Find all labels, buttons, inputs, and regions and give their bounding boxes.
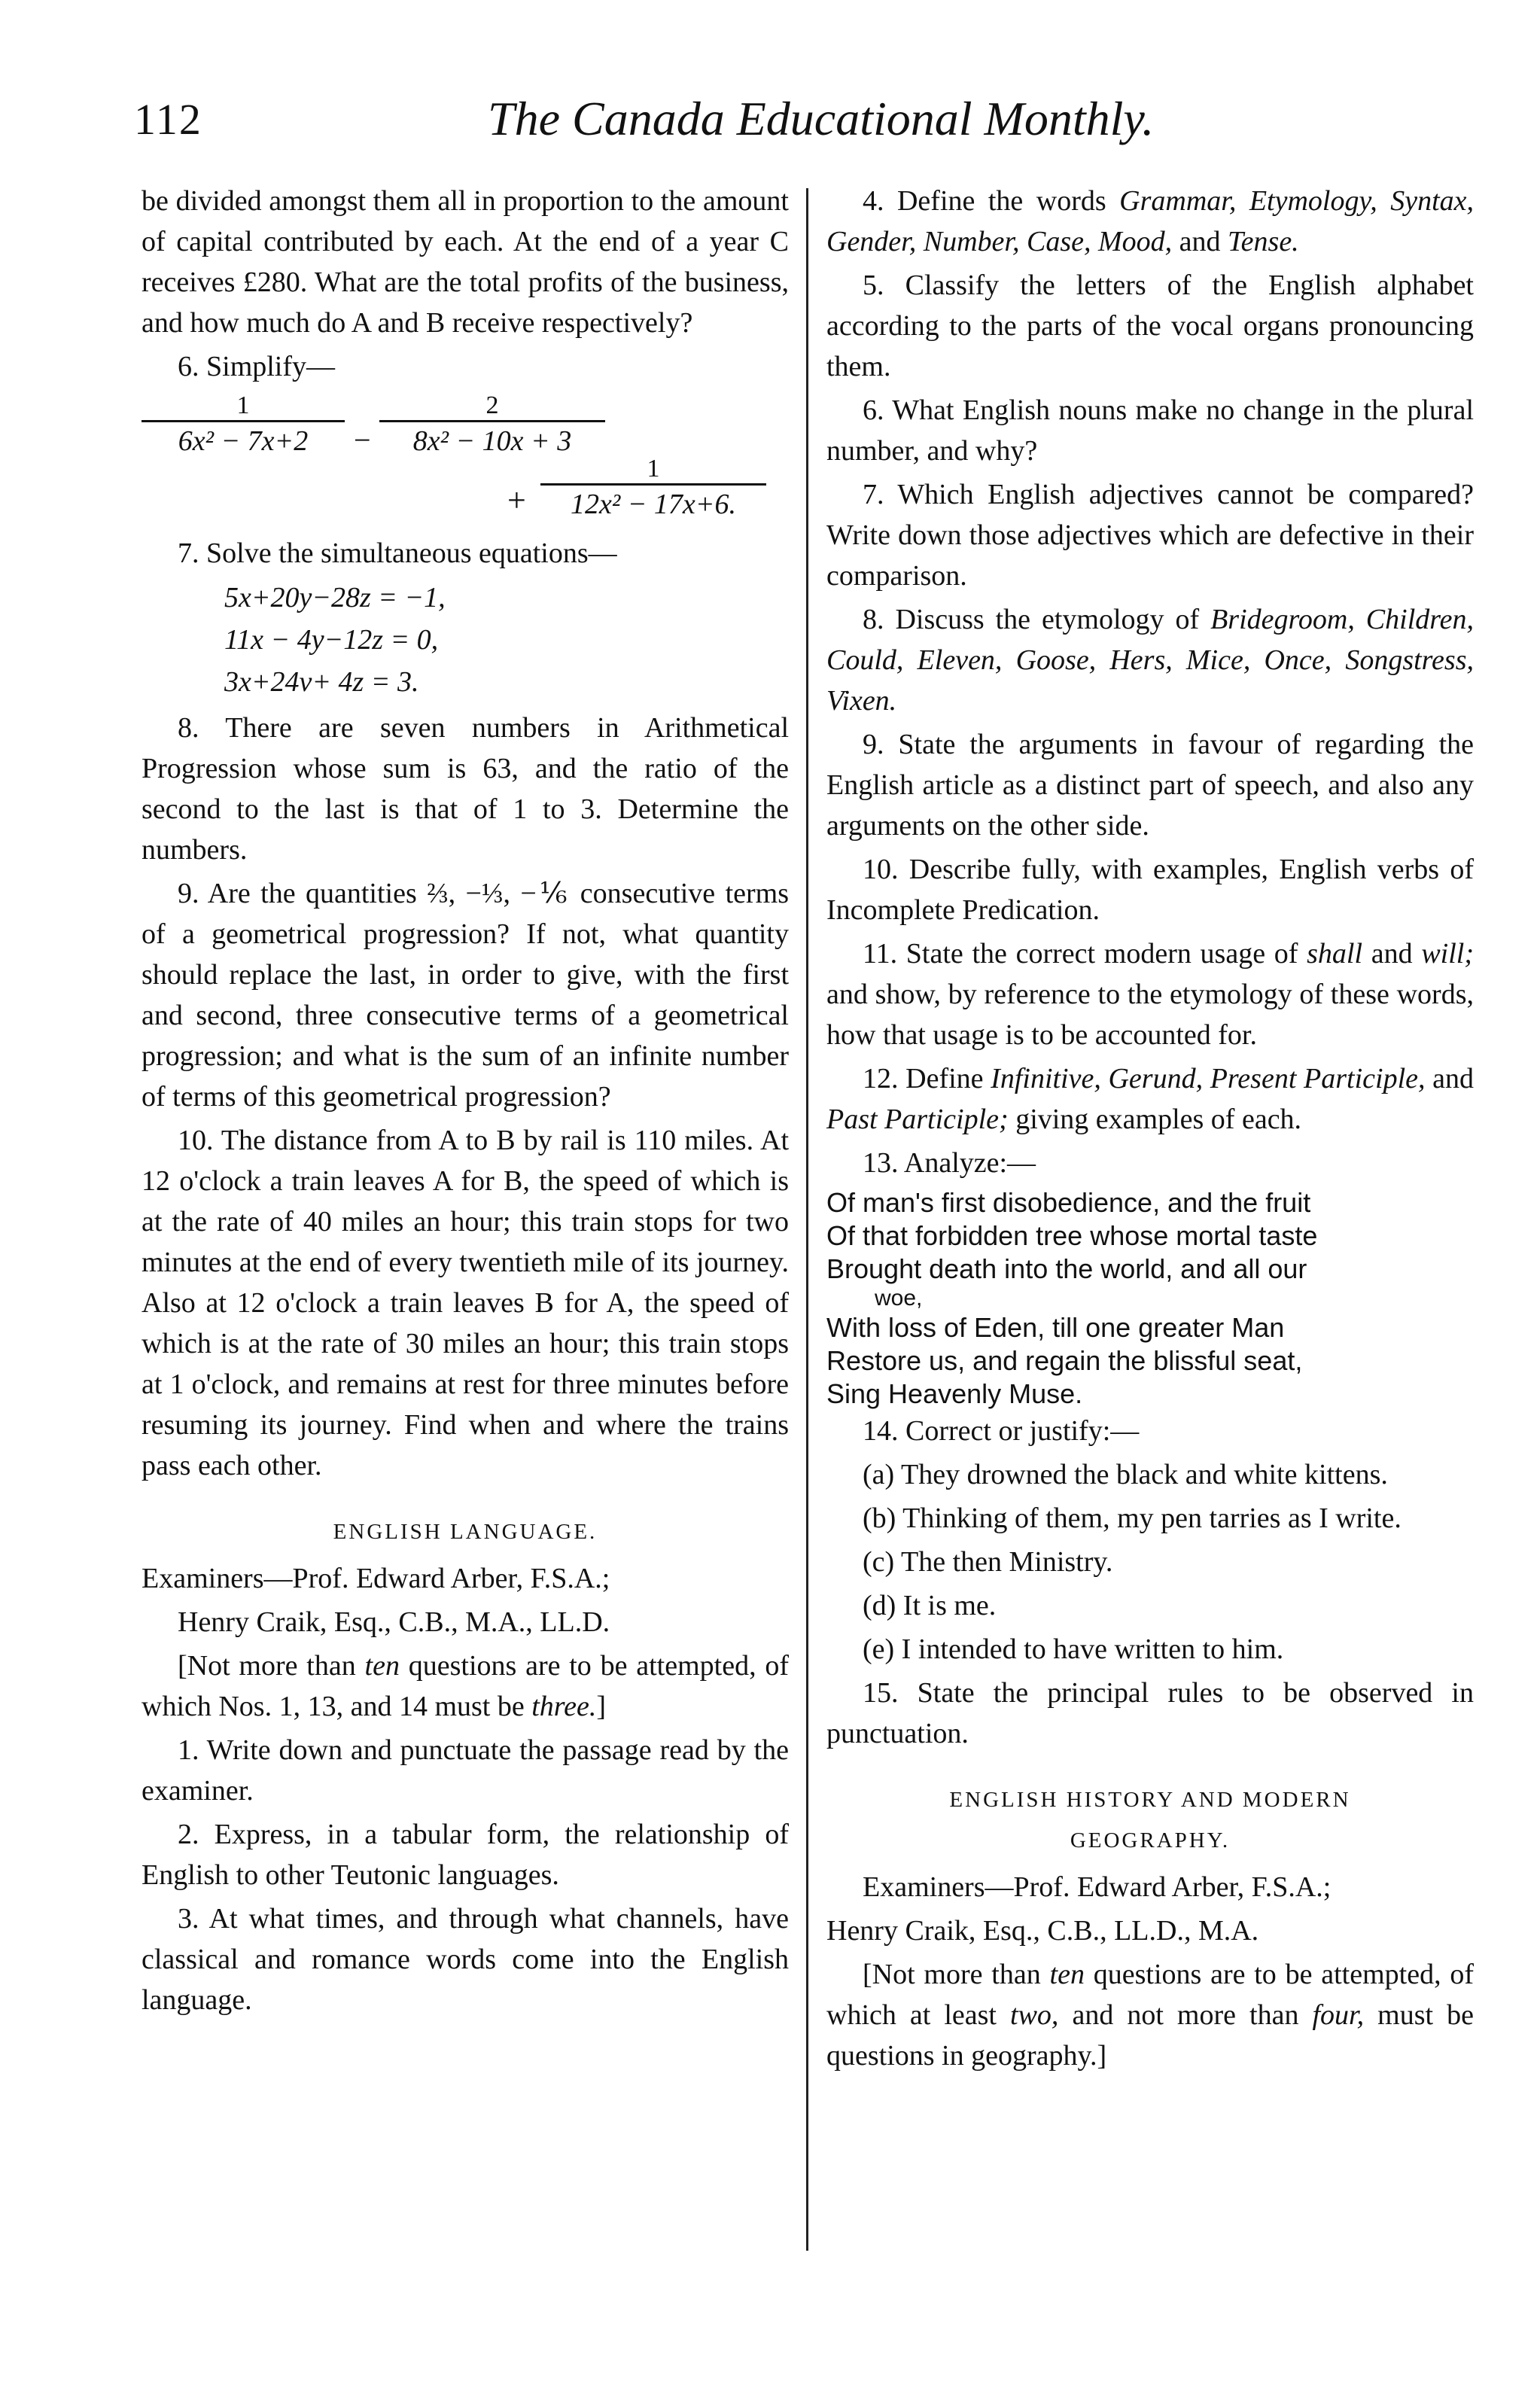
note-part-3: questions are to be attempted, of which Nos. 1, 13, and 14 must be <box>142 1650 790 1722</box>
hnote-part-5: and not more than <box>1058 1999 1313 2031</box>
history-examiners-line-1: Examiners—Prof. Edward Arber, F.S.A.; <box>863 1871 1332 1903</box>
fraction-2 <box>379 391 605 458</box>
question-10: 10. The distance from A to B by rail is 110 miles. At 12 o'clock a train leaves A for B, the speed of which is at the rate of 40 miles an hour; this train stops for two minutes at the end of every twentieth mile of its journey. Also at 12 o'clock a train leaves B for A, the speed of which is at the rate of 30 miles an hour; this train stops at 1 o'clock, and remains at rest for three minutes before resuming its journey. Find when and where the trains pass each other. <box>142 1125 789 1481</box>
q4-intro: 4. Define the words <box>863 185 1120 217</box>
q11-and: and <box>1362 938 1422 970</box>
fraction-1-numerator: 1 <box>236 391 250 419</box>
english-question-1: 1. Write down and punctuate the passage read by the examiner. <box>142 1734 789 1807</box>
english-question-13: 13. Analyze:— <box>863 1147 1036 1179</box>
section-heading-history-2: GEOGRAPHY. <box>1070 1828 1231 1852</box>
english-question-9: 9. State the arguments in favour of regarding the English article as a distinct part of speech, and also any arguments on the other side. <box>826 729 1474 842</box>
left-column <box>142 181 789 2023</box>
fraction-1 <box>142 391 345 458</box>
english-question-15: 15. State the principal rules to be observed in punctuation. <box>826 1677 1474 1749</box>
fraction-1-denominator: 6x² − 7x+2 <box>142 420 345 458</box>
fraction-3 <box>540 455 766 522</box>
q11-intro: 11. State the correct modern usage of <box>863 938 1307 970</box>
q4-and: and <box>1172 226 1228 257</box>
q11-rest: and show, by reference to the etymology of these words, how that usage is to be accounted for. <box>826 979 1474 1051</box>
equation-2: 11x − 4y−12z = 0, <box>224 624 439 656</box>
note-part-5: ] <box>596 1691 607 1722</box>
poem-line-1: Of man's first disobedience, and the fruit <box>826 1187 1311 1218</box>
q4-last: Tense. <box>1228 226 1299 257</box>
plus-sign: + <box>507 482 526 519</box>
running-title: The Canada Educational Monthly. <box>488 92 1155 145</box>
q4-words: Grammar, Etymology, Syntax, Gender, Number, Case, Mood, <box>826 185 1474 257</box>
hnote-part-7: must be questions in geography.] <box>826 1999 1474 2072</box>
note-part-4: three. <box>531 1691 597 1722</box>
question-7: 7. Solve the simultaneous equations— <box>178 537 617 569</box>
english-question-8 <box>826 599 1474 721</box>
english-question-2: 2. Express, in a tabular form, the relationship of English to other Teutonic languages. <box>142 1819 789 1891</box>
right-column <box>826 181 1474 2079</box>
note-part-1: [Not more than <box>178 1650 365 1682</box>
poem-line-3: Brought death into the world, and all our <box>826 1253 1307 1284</box>
english-question-6: 6. What English nouns make no change in the plural number, and why? <box>826 394 1474 467</box>
hnote-part-1: [Not more than <box>863 1959 1050 1990</box>
fraction-2-denominator: 8x² − 10x + 3 <box>379 420 605 458</box>
english-question-4 <box>826 181 1474 262</box>
poem-line-4: woe, <box>875 1286 923 1311</box>
question-6: 6. Simplify— <box>178 351 336 382</box>
hnote-part-3: questions are to be attempted, of which at least <box>826 1959 1475 2031</box>
q8-words: Bridegroom, Children, Could, Eleven, Goose, Hers, Mice, Once, Songstress, Vixen. <box>826 604 1474 717</box>
history-examiners-line-2: Henry Craik, Esq., C.B., LL.D., M.A. <box>826 1915 1259 1947</box>
history-instructions-note <box>826 1954 1474 2076</box>
hnote-part-4: two, <box>1010 1999 1059 2031</box>
question-14a: (a) They drowned the black and white kittens. <box>863 1459 1388 1490</box>
question-8: 8. There are seven numbers in Arithmetical Progression whose sum is 63, and the ratio of the second to the last is that of 1 to 3. Determine the numbers. <box>142 712 789 866</box>
q11-will: will; <box>1421 938 1474 970</box>
fraction-3-numerator: 1 <box>647 455 660 483</box>
question-14b: (b) Thinking of them, my pen tarries as I write. <box>863 1502 1402 1534</box>
equation-3: 3x+24v+ 4z = 3. <box>224 666 419 698</box>
page-header <box>134 94 1451 162</box>
english-question-5: 5. Classify the letters of the English alphabet according to the parts of the vocal organs pronouncing them. <box>826 269 1474 382</box>
english-question-14: 14. Correct or justify:— <box>863 1415 1140 1447</box>
english-question-12 <box>826 1058 1474 1140</box>
q12-and: and <box>1425 1063 1475 1094</box>
section-heading-english-language: ENGLISH LANGUAGE. <box>333 1520 598 1544</box>
simplify-expression <box>142 391 789 527</box>
question-14e: (e) I intended to have written to him. <box>863 1633 1284 1665</box>
english-question-7: 7. Which English adjectives cannot be compared? Write down those adjectives which are defective in their comparison. <box>826 479 1474 592</box>
question-14d: (d) It is me. <box>863 1590 997 1621</box>
question-14c: (c) The then Ministry. <box>863 1546 1113 1578</box>
instructions-note <box>142 1645 789 1727</box>
question-9: 9. Are the quantities ⅔, −⅓, −⅙ consecutive terms of a geometrical progression? If not, what quantity should replace the last, in order to give, with the first and second, three consecutive terms of a geometrical progression; and what is the sum of an infinite number of terms of this geometrical progression? <box>142 878 789 1113</box>
q12-rest: giving examples of each. <box>1008 1104 1302 1135</box>
column-divider <box>806 188 808 2251</box>
note-part-2: ten <box>364 1650 400 1682</box>
q12-words: Infinitive, Gerund, Present Participle, <box>991 1063 1426 1094</box>
english-question-3: 3. At what times, and through what channels, have classical and romance words come into the English language. <box>142 1903 789 2016</box>
q8-intro: 8. Discuss the etymology of <box>863 604 1211 635</box>
minus-sign: − <box>354 423 371 457</box>
hnote-part-2: ten <box>1049 1959 1085 1990</box>
q12-intro: 12. Define <box>863 1063 991 1094</box>
section-heading-history-1: ENGLISH HISTORY AND MODERN <box>949 1788 1351 1812</box>
continued-paragraph: be divided amongst them all in proportion to the amount of capital contributed by each. At the end of a year C receives £280. What are the total profits of the business, and how much do A and B receive respectively? <box>142 185 789 339</box>
equation-system <box>224 577 789 703</box>
equation-1: 5x+20y−28z = −1, <box>224 582 446 613</box>
poem-line-5: With loss of Eden, till one greater Man <box>826 1312 1285 1343</box>
examiners-line-2: Henry Craik, Esq., C.B., M.A., LL.D. <box>178 1606 610 1638</box>
english-question-11 <box>826 933 1474 1055</box>
q12-past: Past Participle; <box>826 1104 1009 1135</box>
poem-line-7: Sing Heavenly Muse. <box>826 1378 1083 1409</box>
poem-line-2: Of that forbidden tree whose mortal taste <box>826 1220 1318 1251</box>
examiners-line-1: Examiners—Prof. Edward Arber, F.S.A.; <box>142 1563 610 1594</box>
poem-passage <box>826 1186 1474 1411</box>
page-number: 112 <box>134 95 202 144</box>
hnote-part-6: four, <box>1312 1999 1365 2031</box>
fraction-3-denominator: 12x² − 17x+6. <box>540 483 766 522</box>
fraction-2-numerator: 2 <box>485 391 499 419</box>
english-question-10: 10. Describe fully, with examples, English verbs of Incomplete Predication. <box>826 854 1474 926</box>
poem-line-6: Restore us, and regain the blissful seat, <box>826 1345 1303 1376</box>
q11-shall: shall <box>1307 938 1363 970</box>
